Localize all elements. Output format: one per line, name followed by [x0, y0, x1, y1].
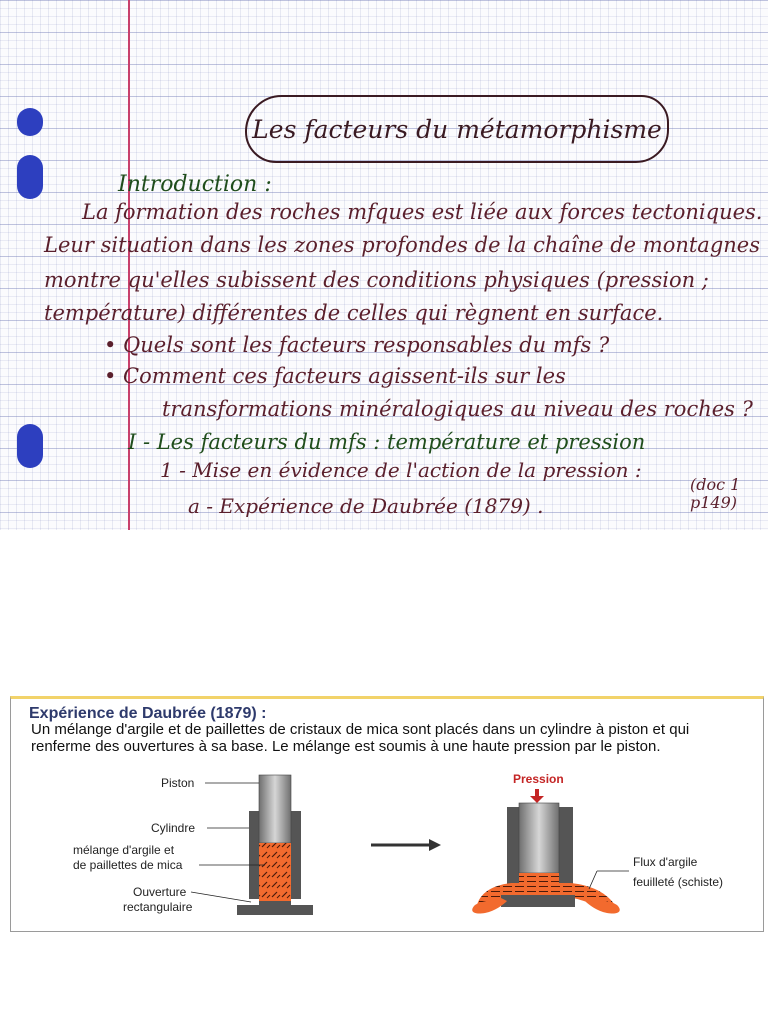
paragraph-line: température) différentes de celles qui règnent en surface.: [44, 301, 664, 325]
pressure-arrow-icon: [530, 789, 544, 803]
label-pressure: Pression: [513, 772, 564, 786]
question-2: • Comment ces facteurs agissent-ils sur les: [104, 364, 566, 388]
document-reference: (doc 1 p149): [690, 475, 741, 512]
subsection-heading: 1 - Mise en évidence de l'action de la pression :: [160, 458, 642, 482]
page-title: Les facteurs du métamorphisme: [252, 114, 662, 144]
paragraph-line: Leur situation dans les zones profondes de la chaîne de montagnes: [44, 233, 760, 257]
section-heading: I - Les facteurs du mfs : température et pression: [128, 430, 646, 454]
title-bubble: [245, 95, 669, 163]
figure-description: Un mélange d'argile et de paillettes de cristaux de mica sont placés dans un cylindre à piston et qui renferme des ouvertures à sa base. Le mélange est soumis à une haute pression par le piston.: [31, 721, 690, 755]
label-flux: Flux d'argile: [633, 855, 698, 869]
question-2-continued: transformations minéralogiques au niveau des roches ?: [162, 397, 753, 421]
label-piston: Piston: [161, 776, 195, 790]
figure-title: Expérience de Daubrée (1879) :: [29, 705, 267, 722]
paragraph-line: montre qu'elles subissent des conditions physiques (pression ;: [44, 268, 709, 292]
process-arrow: [371, 839, 441, 851]
experiment-diagram: [11, 699, 763, 931]
binder-hole: [17, 108, 43, 136]
label-flux-2: feuilleté (schiste): [633, 875, 724, 889]
binder-hole: [17, 155, 43, 199]
experiment-heading: a - Expérience de Daubrée (1879) .: [188, 494, 544, 518]
label-cylinder: Cylindre: [151, 821, 196, 835]
intro-heading: Introduction :: [118, 172, 272, 197]
label-opening-2: rectangulaire: [123, 900, 193, 914]
question-1: • Quels sont les facteurs responsables du mfs ?: [104, 333, 610, 357]
binder-hole: [17, 424, 43, 468]
cylinder-right: [472, 803, 620, 914]
textbook-figure: [10, 696, 764, 932]
label-mixture-2: de paillettes de mica: [73, 858, 183, 872]
label-mixture: mélange d'argile et: [73, 843, 175, 857]
label-opening: Ouverture: [133, 885, 187, 899]
paragraph-line: La formation des roches mfques est liée aux forces tectoniques.: [82, 200, 763, 224]
cylinder-left: [237, 775, 313, 915]
